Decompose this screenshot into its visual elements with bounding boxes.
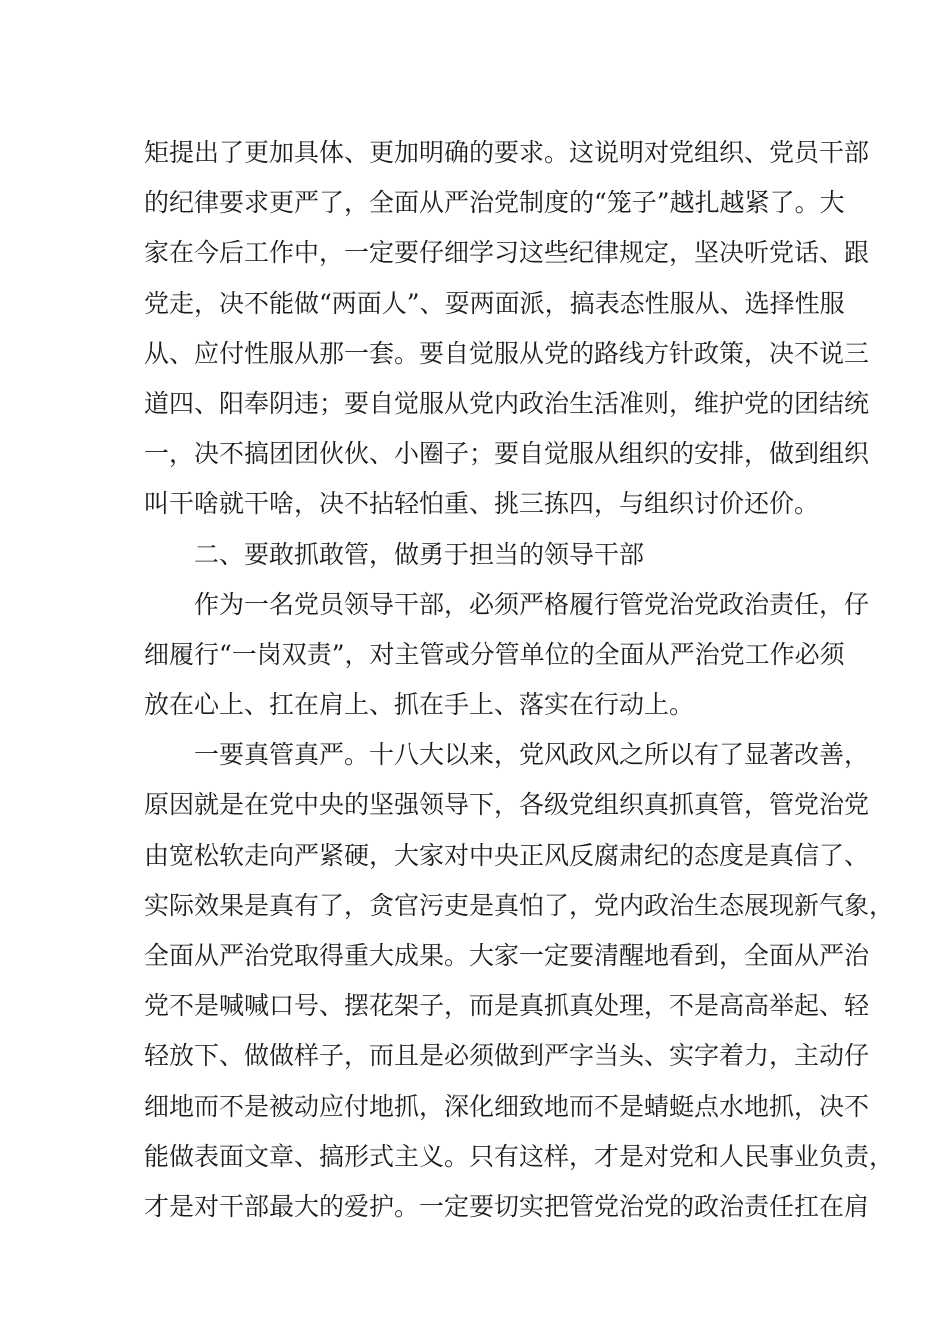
text-line: 党不是喊喊口号、摆花架子，而是真抓真处理，不是高高举起、轻 xyxy=(144,991,870,1021)
text-line: 实际效果是真有了，贪官污吏是真怕了，党内政治生态展现新气象， xyxy=(144,890,895,920)
text-line: 作为一名党员领导干部，必须严格履行管党治党政治责任，仔 xyxy=(194,589,870,619)
text-line: 由宽松软走向严紧硬，大家对中央正风反腐肃纪的态度是真信了、 xyxy=(144,840,870,870)
text-line: 细履行“一岗双责”，对主管或分管单位的全面从严治党工作必须 xyxy=(144,639,845,669)
text-line: 的纪律要求更严了，全面从严治党制度的“笼子”越扎越紧了。大 xyxy=(144,188,845,218)
document-body xyxy=(144,128,895,1232)
text-line: 矩提出了更加具体、更加明确的要求。这说明对党组织、党员干部 xyxy=(144,138,870,167)
text-line: 叫干啥就干啥，决不拈轻怕重、挑三拣四，与组织讨价还价。 xyxy=(144,489,820,519)
text-line: 全面从严治党取得重大成果。大家一定要清醒地看到，全面从严治 xyxy=(144,941,870,970)
text-line: 轻放下、做做样子，而且是必须做到严字当头、实字着力，主动仔 xyxy=(144,1041,870,1071)
text-line: 放在心上、扛在肩上、抓在手上、落实在行动上。 xyxy=(144,690,695,720)
text-line: 细地而不是被动应付地抓，深化细致地而不是蜻蜓点水地抓，决不 xyxy=(144,1091,870,1121)
text-line: 道四、阳奉阴违；要自觉服从党内政治生活准则，维护党的团结统 xyxy=(144,388,870,418)
text-line: 一，决不搞团团伙伙、小圈子；要自觉服从组织的安排，做到组织 xyxy=(144,439,870,469)
text-line: 一要真管真严。十八大以来，党风政风之所以有了显著改善， xyxy=(194,740,870,770)
text-line: 党走，决不能做“两面人”、耍两面派，搞表态性服从、选择性服 xyxy=(144,288,845,318)
text-line: 能做表面文章、搞形式主义。只有这样，才是对党和人民事业负责， xyxy=(144,1141,895,1171)
text-line: 才是对干部最大的爱护。一定要切实把管党治党的政治责任扛在肩 xyxy=(144,1191,870,1221)
section-heading: 二、要敢抓敢管，做勇于担当的领导干部 xyxy=(194,539,645,569)
text-line: 从、应付性服从那一套。要自觉服从党的路线方针政策，决不说三 xyxy=(144,338,870,368)
text-line: 原因就是在党中央的坚强领导下，各级党组织真抓真管，管党治党 xyxy=(144,790,870,820)
text-line: 家在今后工作中，一定要仔细学习这些纪律规定，坚决听党话、跟 xyxy=(144,238,870,268)
